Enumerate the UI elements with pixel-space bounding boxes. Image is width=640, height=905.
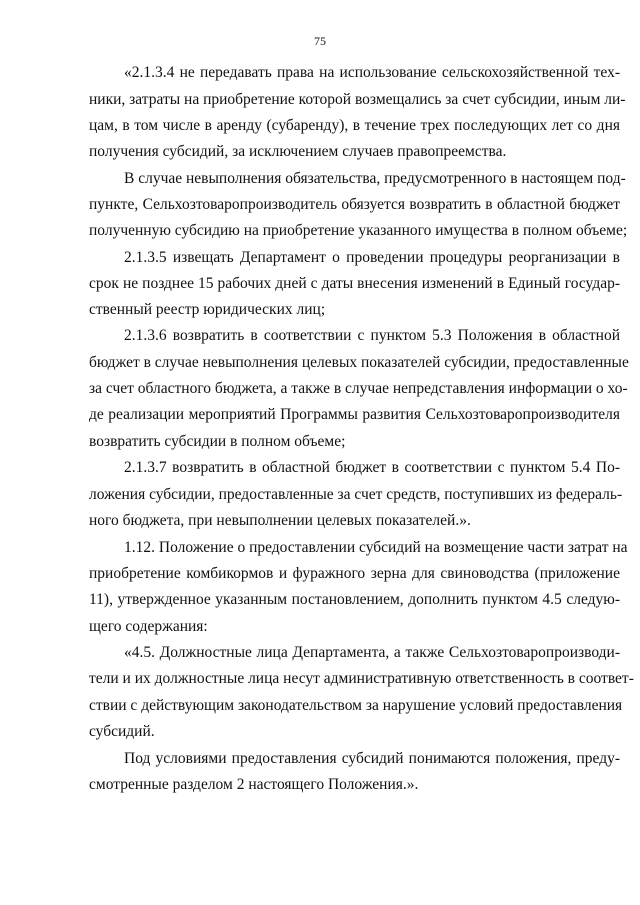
paragraph-5-line-2: ложения субсидии, предоставленные за счет средств, поступивших из федераль- [89,486,623,503]
paragraph-2-line-1: В случае невыполнения обязательства, предусмотренного в настоящем под- [124,170,626,187]
paragraph-2-line-2: пункте, Сельхозтоваропроизводитель обязуется возвратить в областной бюджет [89,196,620,213]
paragraph-4-line-4: де реализации мероприятий Программы развития Сельхозтоваропроизводителя [89,406,620,423]
paragraph-1-line-4: получения субсидий, за исключением случаев правопреемства. [89,143,507,160]
paragraph-4-line-2: бюджет в случае невыполнения целевых показателей субсидии, предоставленные [89,354,629,371]
paragraph-7-line-2: тели и их должностные лица несут административную ответственность в соответ- [89,670,634,687]
paragraph-5-line-1: 2.1.3.7 возвратить в областной бюджет в соответствии с пунктом 5.4 По- [124,459,620,476]
paragraph-8-line-2: смотренные разделом 2 настоящего Положения.». [89,776,419,793]
paragraph-8-line-1: Под условиями предоставления субсидий понимаются положения, преду- [124,750,620,767]
paragraph-4-line-1: 2.1.3.6 возвратить в соответствии с пунктом 5.3 Положения в областной [124,327,620,344]
paragraph-5-line-3: ного бюджета, при невыполнении целевых показателей.». [89,512,471,529]
paragraph-3-line-2: срок не позднее 15 рабочих дней с даты внесения изменений в Единый государ- [89,275,620,292]
paragraph-1-line-2: ники, затраты на приобретение которой возмещались за счет субсидии, иным ли- [89,91,626,108]
paragraph-7-line-3: ствии с действующим законодательством за нарушение условий предоставления [89,697,623,714]
paragraph-7-line-4: субсидий. [89,723,155,740]
paragraph-3-line-1: 2.1.3.5 извещать Департамент о проведении процедуры реорганизации в [124,249,620,266]
paragraph-1-line-3: цам, в том числе в аренду (субаренду), в течение трех последующих лет со дня [89,117,620,134]
paragraph-4-line-3: за счет областного бюджета, а также в случае непредставления информации о хо- [89,380,628,397]
paragraph-7-line-1: «4.5. Должностные лица Департамента, а также Сельхозтоваропроизводи- [124,644,620,661]
paragraph-4-line-5: возвратить субсидии в полном объеме; [89,433,346,450]
paragraph-6-line-4: щего содержания: [89,618,208,635]
paragraph-3-line-3: ственный реестр юридических лиц; [89,301,326,318]
paragraph-6-line-2: приобретение комбикормов и фуражного зерна для свиноводства (приложение [89,565,620,582]
paragraph-1-line-1: «2.1.3.4 не передавать права на использование сельскохозяйственной тех- [124,64,620,81]
paragraph-2-line-3: полученную субсидию на приобретение указанного имущества в полном объеме; [89,222,628,239]
paragraph-6-line-1: 1.12. Положение о предоставлении субсидий на возмещение части затрат на [124,539,628,556]
page-number: 75 [314,34,326,48]
paragraph-6-line-3: 11), утвержденное указанным постановлением, дополнить пунктом 4.5 следую- [89,591,620,608]
